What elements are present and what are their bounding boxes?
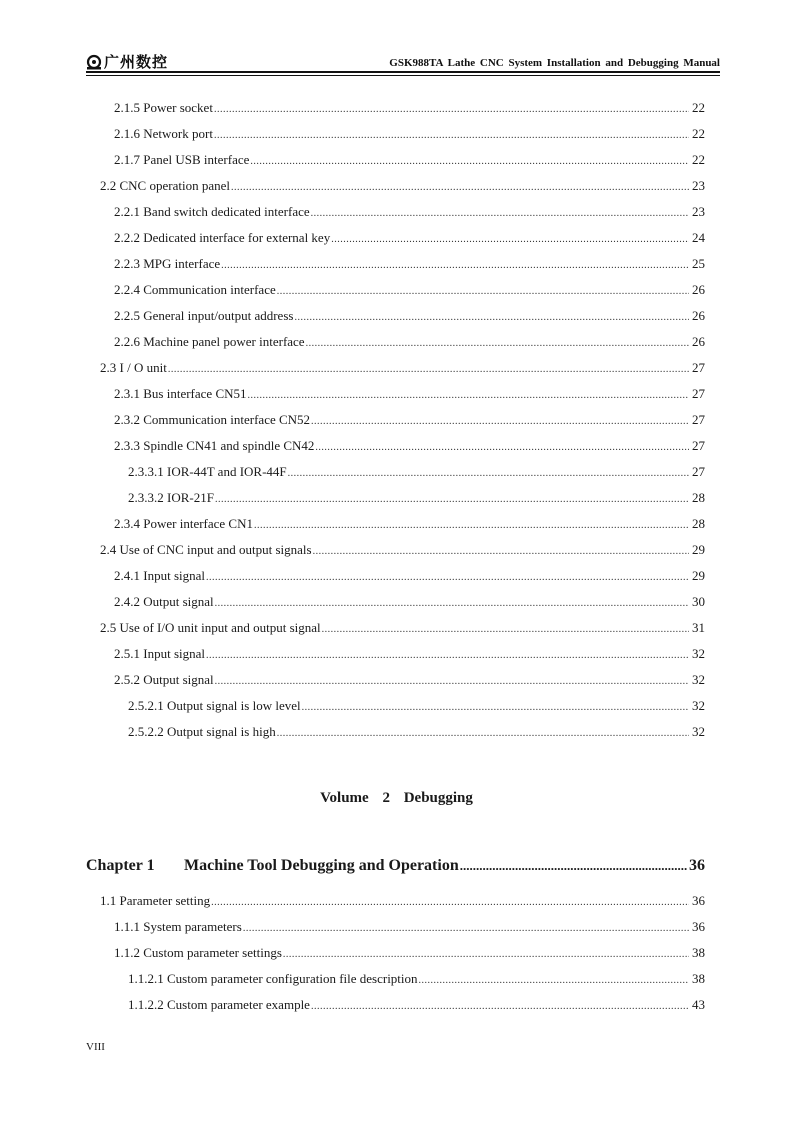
leader-dots: [214, 101, 689, 118]
page-header: [86, 53, 720, 73]
leader-dots: [460, 858, 687, 874]
toc-entry-title: 2.2.5 General input/output address: [114, 308, 294, 323]
leader-dots: [322, 621, 689, 638]
leader-dots: [313, 543, 689, 560]
toc-entry-title: 2.3.3.1 IOR-44T and IOR-44F: [128, 464, 287, 479]
toc-entry[interactable]: [128, 697, 705, 716]
toc-entry-page: 23: [692, 178, 705, 193]
toc-entry[interactable]: [114, 593, 705, 612]
leader-dots: [277, 725, 689, 742]
leader-dots: [206, 647, 689, 664]
leader-dots: [331, 231, 689, 248]
toc-entry[interactable]: [128, 996, 705, 1015]
toc-entry-page: 32: [692, 724, 705, 739]
toc-entry-page: 22: [692, 126, 705, 141]
toc-entry-title: 1.1.2 Custom parameter settings: [114, 945, 282, 960]
toc-entry-title: 2.3.3 Spindle CN41 and spindle CN42: [114, 438, 315, 453]
logo-text: 广州数控: [104, 53, 169, 71]
leader-dots: [294, 309, 689, 326]
toc-entry[interactable]: [100, 177, 705, 196]
leader-dots: [215, 673, 689, 690]
gsk-logo-icon: [86, 54, 102, 70]
toc-entry-title: 2.3.3.2 IOR-21F: [128, 490, 214, 505]
leader-dots: [254, 517, 689, 534]
toc-entry[interactable]: [114, 944, 705, 963]
toc-entry[interactable]: [114, 515, 705, 534]
toc-entry[interactable]: [114, 671, 705, 690]
toc-entry[interactable]: [114, 385, 705, 404]
leader-dots: [306, 335, 689, 352]
chapter-title: Machine Tool Debugging and Operation: [184, 857, 459, 874]
chapter-number: Chapter 1: [86, 857, 155, 874]
toc-entry-title: 2.3.1 Bus interface CN51: [114, 386, 247, 401]
leader-dots: [283, 946, 689, 963]
toc-entry-title: 2.5.1 Input signal: [114, 646, 205, 661]
leader-dots: [288, 465, 689, 482]
toc-entry-page: 32: [692, 698, 705, 713]
company-logo: [86, 53, 168, 71]
header-rule-thin: [86, 75, 720, 76]
toc-entry-title: 1.1.2.1 Custom parameter configuration file description: [128, 971, 418, 986]
toc-entry-title: 2.3.2 Communication interface CN52: [114, 412, 311, 427]
toc-entry-title: 1.1.2.2 Custom parameter example: [128, 997, 310, 1012]
toc-entry[interactable]: [100, 359, 705, 378]
leader-dots: [315, 439, 689, 456]
leader-dots: [214, 127, 689, 144]
toc-entry-title: 2.2.1 Band switch dedicated interface: [114, 204, 310, 219]
toc-entry[interactable]: [114, 255, 705, 274]
chapter-page: 36: [689, 857, 705, 874]
leader-dots: [419, 972, 689, 989]
toc-entry-title: 2.5 Use of I/O unit input and output signal: [100, 620, 321, 635]
toc-entry-page: 28: [692, 490, 705, 505]
toc-entry[interactable]: [114, 281, 705, 300]
toc-entry-page: 32: [692, 672, 705, 687]
toc-entry[interactable]: [100, 619, 705, 638]
toc-entry-title: 2.4 Use of CNC input and output signals: [100, 542, 312, 557]
document-title: GSK988TA Lathe CNC System Installation and Debugging Manual: [389, 57, 720, 69]
toc-entry[interactable]: [100, 892, 705, 911]
toc-entry[interactable]: [114, 203, 705, 222]
toc-entry-title: 2.5.2.2 Output signal is high: [128, 724, 276, 739]
leader-dots: [311, 413, 689, 430]
toc-entry[interactable]: [128, 723, 705, 742]
toc-entry-page: 27: [692, 360, 705, 375]
toc-entry-title: 2.4.1 Input signal: [114, 568, 205, 583]
toc-entry[interactable]: [128, 463, 705, 482]
toc-entry-title: 2.2.4 Communication interface: [114, 282, 276, 297]
toc-entry[interactable]: [114, 645, 705, 664]
leader-dots: [215, 595, 689, 612]
toc-entry[interactable]: [128, 489, 705, 508]
leader-dots: [221, 257, 689, 274]
toc-entry-title: 2.2.2 Dedicated interface for external key: [114, 230, 331, 245]
toc-entry-title: 2.1.5 Power socket: [114, 100, 213, 115]
toc-entry[interactable]: [114, 125, 705, 144]
toc-entry-page: 32: [692, 646, 705, 661]
toc-entry-title: 2.2.3 MPG interface: [114, 256, 221, 271]
toc-entry-title: 2.1.7 Panel USB interface: [114, 152, 250, 167]
toc-entry-page: 29: [692, 542, 705, 557]
toc-entry-page: 27: [692, 412, 705, 427]
toc-entry-title: 2.2.6 Machine panel power interface: [114, 334, 305, 349]
leader-dots: [311, 998, 689, 1015]
leader-dots: [243, 920, 689, 937]
toc-entry[interactable]: [114, 99, 705, 118]
leader-dots: [311, 205, 689, 222]
toc-entry-page: 22: [692, 100, 705, 115]
toc-entry-page: 22: [692, 152, 705, 167]
leader-dots: [211, 894, 689, 911]
toc-entry-page: 27: [692, 438, 705, 453]
toc-entry[interactable]: [114, 918, 705, 937]
leader-dots: [168, 361, 689, 378]
toc-entry-title: 2.5.2.1 Output signal is low level: [128, 698, 301, 713]
toc-entry-page: 27: [692, 386, 705, 401]
toc-entry-page: 27: [692, 464, 705, 479]
toc-entry[interactable]: [114, 307, 705, 326]
leader-dots: [206, 569, 689, 586]
volume-heading: Volume 2 Debugging: [320, 790, 473, 806]
toc-entry-title: 1.1.1 System parameters: [114, 919, 242, 934]
toc-entry[interactable]: [114, 411, 705, 430]
toc-entry-page: 24: [692, 230, 705, 245]
toc-entry[interactable]: [114, 151, 705, 170]
toc-entry-page: 25: [692, 256, 705, 271]
toc-entry-page: 28: [692, 516, 705, 531]
toc-entry[interactable]: [100, 541, 705, 560]
toc-entry[interactable]: [114, 229, 705, 248]
toc-entry-page: 38: [692, 971, 705, 986]
leader-dots: [250, 153, 689, 170]
page-number: VIII: [86, 1041, 105, 1053]
leader-dots: [302, 699, 689, 716]
toc-entry-title: 2.5.2 Output signal: [114, 672, 214, 687]
toc-entry-title: 2.2 CNC operation panel: [100, 178, 230, 193]
header-rule: [86, 71, 720, 73]
toc-entry-page: 36: [692, 893, 705, 908]
toc-entry-title: 2.1.6 Network port: [114, 126, 213, 141]
toc-entry-title: 2.3.4 Power interface CN1: [114, 516, 253, 531]
toc-entry-title: 1.1 Parameter setting: [100, 893, 211, 908]
leader-dots: [248, 387, 689, 404]
toc-entry-page: 36: [692, 919, 705, 934]
toc-entry-page: 26: [692, 334, 705, 349]
toc-entry-page: 30: [692, 594, 705, 609]
leader-dots: [277, 283, 689, 300]
leader-dots: [215, 491, 689, 508]
toc-entry[interactable]: [114, 437, 705, 456]
toc-entry-page: 29: [692, 568, 705, 583]
toc-entry-title: 2.3 I / O unit: [100, 360, 167, 375]
toc-entry-page: 38: [692, 945, 705, 960]
toc-entry-page: 23: [692, 204, 705, 219]
toc-entry[interactable]: [114, 333, 705, 352]
toc-entry-page: 43: [692, 997, 705, 1012]
toc-entry-page: 26: [692, 282, 705, 297]
toc-entry-page: 26: [692, 308, 705, 323]
leader-dots: [231, 179, 689, 196]
toc-entry[interactable]: [128, 970, 705, 989]
toc-entry[interactable]: [114, 567, 705, 586]
toc-entry-title: 2.4.2 Output signal: [114, 594, 214, 609]
chapter-entry[interactable]: [86, 857, 705, 875]
toc-entry-page: 31: [692, 620, 705, 635]
